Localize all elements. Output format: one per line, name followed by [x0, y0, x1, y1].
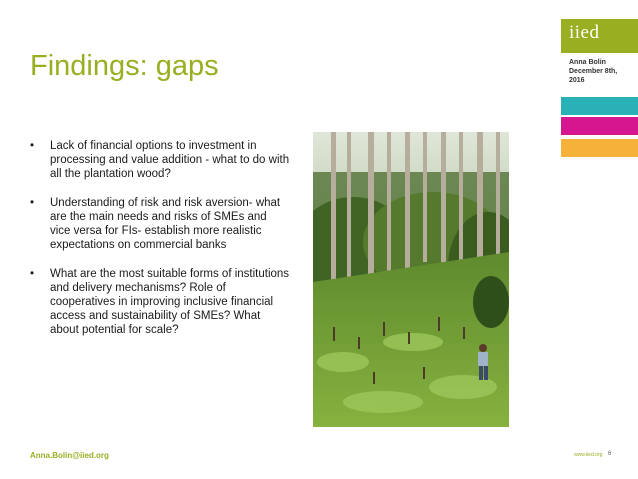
author-date-block: [569, 58, 635, 85]
person-figure: [478, 344, 488, 380]
date-line-2: 2016: [569, 77, 585, 84]
magenta-stripe: [561, 117, 638, 135]
list-item: [30, 139, 290, 181]
list-item: [30, 267, 290, 337]
bullet-marker: •: [30, 140, 35, 152]
teal-stripe: [561, 97, 638, 115]
author-name: Anna Bolin: [569, 59, 606, 66]
page-number: 6: [608, 451, 612, 457]
bullet-text: Lack of financial options to investment in processing and value addition - what to do with all the plantation wood?: [50, 140, 290, 180]
bullet-marker: •: [30, 268, 35, 280]
bullet-text: Understanding of risk and risk aversion- what are the main needs and risks of SMEs and vice versa for FIs- establish more realistic expectations on commercial banks: [50, 197, 281, 251]
date-line-1: December 8th,: [569, 68, 618, 75]
orange-stripe: [561, 139, 638, 157]
footer-website: www.iied.org: [574, 452, 603, 458]
forest-hillside-image: [313, 132, 509, 427]
slide-title: Findings: gaps: [30, 50, 219, 82]
findings-list: [30, 139, 290, 352]
iied-logo-text: iied: [569, 22, 600, 43]
footer-email: Anna.Bolin@iied.org: [30, 451, 109, 460]
bullet-marker: •: [30, 197, 35, 209]
plantation-photo: [313, 132, 509, 427]
list-item: [30, 196, 290, 252]
bullet-text: What are the most suitable forms of institutions and delivery mechanisms? Role of cooperatives in improving inclusive financial access and sustainability of SMEs? What about potential for scale?: [50, 268, 290, 336]
